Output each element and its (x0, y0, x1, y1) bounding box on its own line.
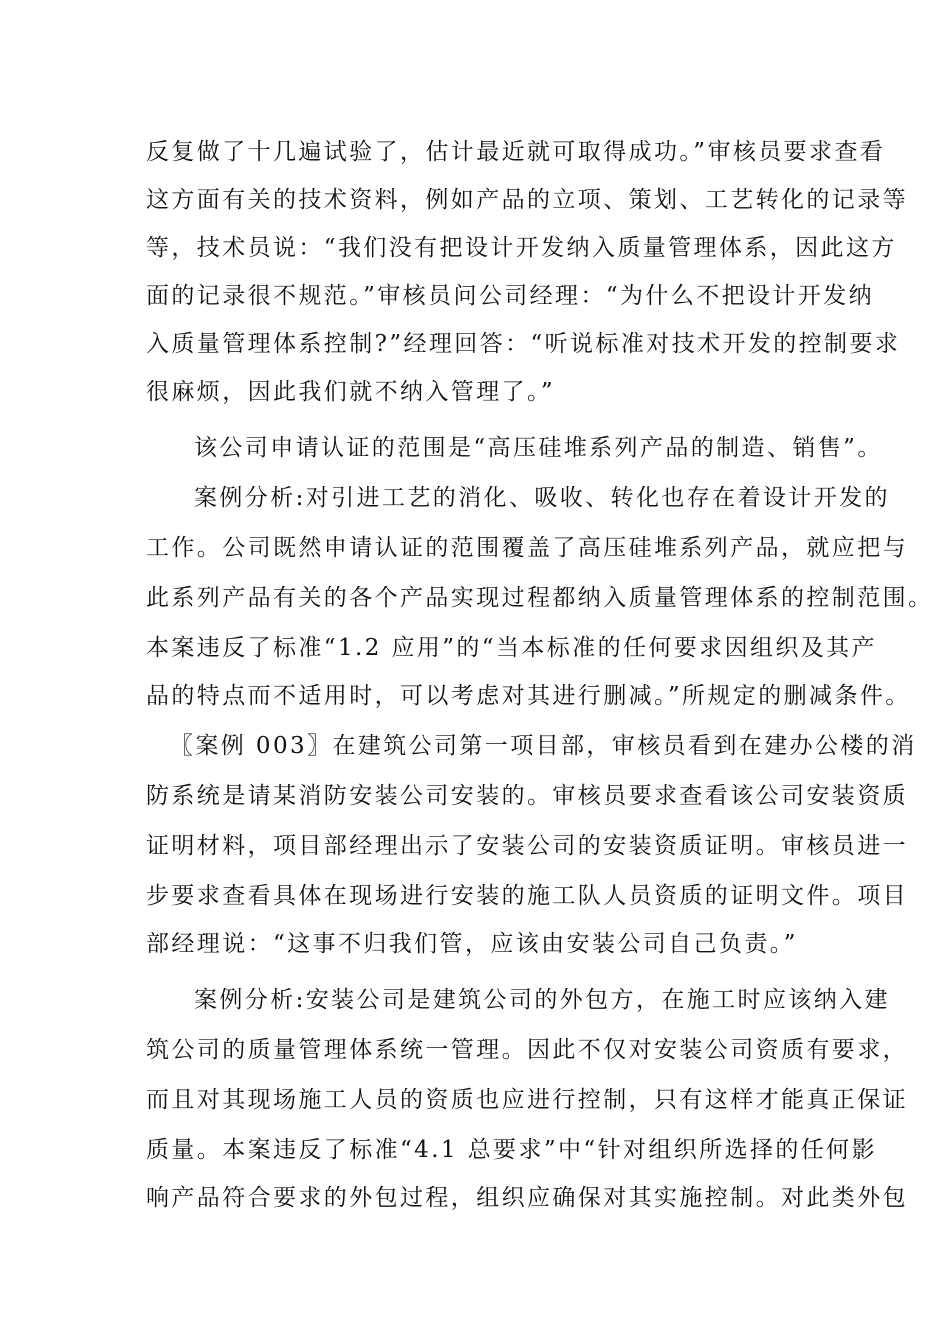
text-line: 防系统是请某消防安装公司安装的。审核员要求查看该公司安装资质 (146, 783, 908, 809)
case-003-heading-line: 〖案例 003〗在建筑公司第一项目部，审核员看到在建办公楼的消 (170, 733, 917, 759)
text-line: 证明材料，项目部经理出示了安装公司的安装资质证明。审核员进一 (146, 833, 908, 859)
text-line: 本案违反了标准“1.2 应用”的“当本标准的任何要求因组织及其产 (146, 635, 877, 661)
text-line: 很麻烦，因此我们就不纳入管理了。” (146, 379, 556, 405)
text-line: 品的特点而不适用时，可以考虑对其进行删减。”所规定的删减条件。 (146, 683, 911, 709)
text-line: 此系列产品有关的各个产品实现过程都纳入质量管理体系的控制范围。 (146, 585, 934, 611)
text-line: 等，技术员说：“我们没有把设计开发纳入质量管理体系，因此这方 (146, 235, 897, 261)
text-line: 步要求查看具体在现场进行安装的施工队人员资质的证明文件。项目 (146, 883, 908, 909)
text-line: 部经理说：“这事不归我们管，应该由安装公司自己负责。” (146, 931, 798, 957)
paragraph-case-analysis-start: 案例分析:安装公司是建筑公司的外包方，在施工时应该纳入建 (194, 987, 890, 1013)
text-line: 而且对其现场施工人员的资质也应进行控制，只有这样才能真正保证 (146, 1087, 908, 1113)
text-line: 质量。本案违反了标准“4.1 总要求”中“针对组织所选择的任何影 (146, 1137, 877, 1163)
text-line: 筑公司的质量管理体系统一管理。因此不仅对安装公司资质有要求， (146, 1037, 908, 1063)
text-line: 面的记录很不规范。”审核员问公司经理：“为什么不把设计开发纳 (146, 283, 875, 309)
text-line: 响产品符合要求的外包过程，组织应确保对其实施控制。对此类外包 (146, 1185, 908, 1211)
text-line: 反复做了十几遍试验了，估计最近就可取得成功。”审核员要求查看 (146, 139, 886, 165)
paragraph-case-analysis-start: 案例分析:对引进工艺的消化、吸收、转化也存在着设计开发的 (194, 485, 890, 511)
paragraph-scope: 该公司申请认证的范围是“高压硅堆系列产品的制造、销售”。 (194, 435, 883, 461)
text-line: 工作。公司既然申请认证的范围覆盖了高压硅堆系列产品，就应把与 (146, 535, 908, 561)
text-line: 这方面有关的技术资料，例如产品的立项、策划、工艺转化的记录等 (146, 187, 908, 213)
text-line: 入质量管理体系控制?”经理回答：“听说标准对技术开发的控制要求 (146, 331, 901, 357)
